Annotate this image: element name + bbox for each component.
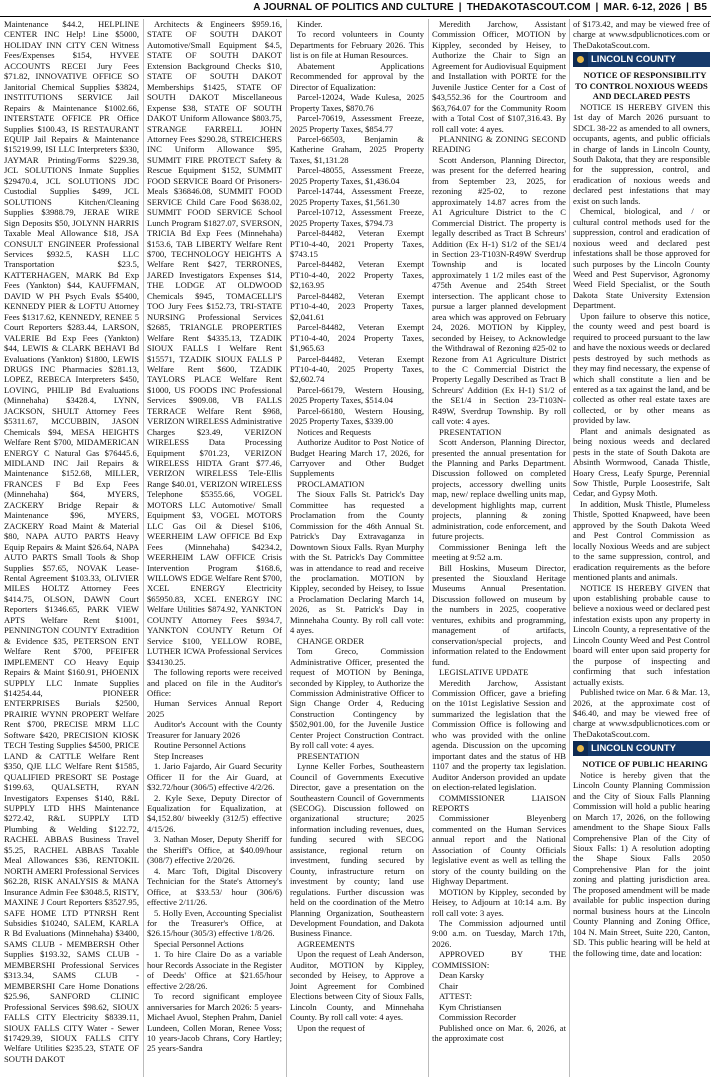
notice-paragraph: Commissioner Bleyenberg commented on the Human Services annual report and the National Association of County Officials legislative event as well as telling the story of the county building on the Highway Department. [432,813,566,887]
notice-paragraph: NOTICE IS HEREBY GIVEN this 1st day of March 2026 pursuant to SDCL 38-22 as amended to all owners, occupants, agents, and public officials in charge of lands in Lincoln County, South Dakota, that they are responsible for the suppression, control, and eradication of noxious weeds and declared pest infestations that may exist on such lands. [573,101,710,206]
notice-paragraph: Human Services Annual Report 2025 [147,698,282,719]
notice-paragraph: 1. To hire Claire Do as a variable hour Records Associate in the Register of Deeds' Office at $21.65/hour effective 2/28/26. [147,949,282,991]
notice-paragraph: Parcel-14744, Assessment Freeze, 2025 Property Taxes, $1,561.30 [290,186,424,207]
notice-paragraph: ATTEST: [439,991,472,1002]
issue-date: MAR. 6-12, 2026 [603,2,682,13]
notice-paragraph: Bill Hoskins, Museum Director, presented the Siouxland Heritage Museums Annual Presentation. Discussion followed on museum by the numbers in 2025, cooperative ventures, exhibits and programming, management of artifacts, conservation/special projects, and information related to the Endowment fund. [432,562,566,667]
column-2 [147,19,282,1077]
notice-paragraph: 5. Holly Even, Accounting Specialist for the Treasurer's Office, at $26.15/hour (305/3) effective 1/8/26. [147,907,282,939]
notice-paragraph: Auditor's Account with the County Treasurer for January 2026 [147,719,282,740]
notice-paragraph: To record volunteers in County Departments for February 2026. This list is on file at Human Resources. [290,29,424,61]
column-divider [143,19,144,1077]
notice-paragraph: Step Increases [154,750,204,761]
notice-paragraph: Special Personnel Actions [154,938,244,949]
notice-paragraph: Parcel-12024, Wade Kulesa, 2025 Property Taxes, $870.76 [290,92,424,113]
notice-paragraph: The following reports were received and placed on file in the Auditor's Office: [147,667,282,698]
notice-paragraph: Authorize Auditor to Post Notice of Budget Hearing March 17, 2026, for Carryover and Other Budget Supplements [290,437,424,479]
notice-paragraph: CHANGE ORDER [297,635,365,646]
notice-paragraph: Parcel-84482, Veteran Exempt PT10-4-40, 2022 Property Taxes, $2,163.95 [290,259,424,291]
notice-paragraph: To record significant employee anniversaries for March 2026: 5 years-Michael Avuol, Stephen Prahm, Daniel Lundeen, Collen Moran, Renee Voss; 10 years-Jacob Chrans, Cory Hartley; 25 years-Sandra [147,991,282,1054]
notice-paragraph: NOTICE IS HEREBY GIVEN that upon establishing probable cause to believe a noxious weed or declared pest infestation exists upon any property in Lincoln County, a representative of the Lincoln County Weed and Pest Control board will enter upon said property for the purpose of inspecting and confirming that such infestation actually exists. [573,582,710,687]
notice-title: NOTICE OF PUBLIC HEARING [582,759,708,770]
county-seal-icon [573,741,588,756]
notice-paragraph: The Sioux Falls St. Patrick's Day Committee has requested a Proclamation from the County Commission for the 46th Annual St. Patrick's Day Extravaganza in Downtown Sioux Falls. Ryan Murphy with the St. Patrick's Day Committee was in attendance to read and receive the proclamation. MOTION by Kippley, seconded by Heisey, to Issue a Proclamation Declaring March 14, 2026, as St. Patrick's Day in Minnehaha County. By roll call vote: 4 ayes. [290,489,424,636]
notice-paragraph: APPROVED BY THE COMMISSION: [432,949,566,970]
notice-paragraph: Notices and Requests [297,426,371,437]
column-1 [4,19,139,1077]
notice-paragraph: Architects & Engineers $959.16, STATE OF SOUTH DAKOT Automotive/Small Equipment $4.5, STATE OF SOUTH DAKOT Extension Background Checks $10, STATE OF SOUTH DAKOT Memberships $1425, STATE OF SOUTH DAKOT Miscellaneous Expense $38, STATE OF SOUTH DAKOT Uniform Allowance $803.75, STRANGE FARRELL JOHN Attorney Fees $290.28, STREICHERS INC Uniform Allowance $95, SUMMIT FIRE PROTECT Safety & Rescue Equipment $152, SUMMIT FOOD SERVICE Board Of Prisoners-Meals $36846.08, SUMMIT FOOD SERVICE Child Care Food $638.02, SUMMIT FOOD SERVICE School Lunch Program $1827.07, SVERSON, TRICIA Bd Exp Fees (Minnehaha) $153.6, TAB LIBERTY Welfare Rent $700, TECHNOLOGY HEIGHTS A Welfare Rent $427, TERRONES, JARED Investigators Expenses $14, THE LODGE AT OLDWOOD Chemicals $945, TOMACELLI'S TOO Jury Fees $152.73, TRI-STATE NURSING Professional Services $2685, TRIANGLE PROPERTIES Welfare Rent $4335.13, TZADIK SIOUX FALLS I Welfare Rent $15571, TZADIK SIOUX FALLS P Welfare Rent $600, TZADIK TAYLORS PLACE Welfare Rent $1000, US FOODS INC Professional Services $909.08, VB FALLS TERRACE Welfare Rent $968, VERIZON WIRELESS Administrative Charges $23.49, VERIZON WIRELESS Data Processing Equipment $701.23, VERIZON WIRELESS HIDTA Grant $77.46, VERIZON WIRELESS Tele-Ellis Range $40.01, VERIZON WIRELESS Telephone $5355.66, VOGEL MOTORS LLC Automotive/ Small Equipment $3, VOGEL MOTORS LLC Gas Oil & Diesel $106, WEERHEIM LAW OFFICE Bd Exp Fees (Minnehaha) $4234.2, WEERHEIM LAW OFFICE Crisis Intervention Program $168.6, WILLOWS EDGE Welfare Rent $700, XCEL ENERGY Electricity $65950.83, XCEL ENERGY INC Welfare Utilities $874.92, YANKTON COUNTY Attorney Fees $934.7, YANKTON COUNTY Return Of Service $100, YELLOW ROBE, LUTHER ICWA Professional Services $34130.25. [147,19,282,667]
site-name: THEDAKOTASCOUT.COM [466,2,591,13]
notice-paragraph: Scott Anderson, Planning Director, presented the annual presentation for the Planning and Parks Department. Discussion followed on completed projects, accessory dwelling units map, new/ replace dwelling units map, development highlights map, current projects, planning & zoning administration, code enforcement, and future projects. [432,437,566,542]
notice-paragraph: 2. Kyle Sexe, Deputy Director of Equalization for Equalization, at $4,152.80/ biweekly (312/5) effective 4/15/26. [147,792,282,834]
notice-paragraph: 4. Marc Toft, Digital Discovery Technician for the State's Attorney's Office, at $33.53/ hour (306/6) effective 2/11/26. [147,865,282,908]
notice-paragraph: Parcel-48055, Assessment Freeze, 2025 Property Taxes, $1,436.04 [290,165,424,186]
county-banner: LINCOLN COUNTY [573,741,710,756]
notice-paragraph: Published twice on Mar. 6 & Mar. 13, 2026, at the approximate cost of $46.40, and may be viewed free of charge at www.sdpublicnotices.com or TheDakotaScout.com. [573,687,710,739]
notice-paragraph: Dean Karsky [439,970,485,981]
notice-paragraph: Parcel-70619, Assessment Freeze, 2025 Property Taxes, $854.77 [290,113,424,134]
notice-paragraph: Meredith Jarchow, Assistant Commission Officer, gave a briefing on the 101st Legislative Session and summarized the legislation that the Commission Office is following and who was provided with the online agenda. Discussion on the upcoming important dates and the status of HB 1107 and the property tax legislation. Auditor Anderson provided an update on election-related legislation. [432,677,566,793]
notice-paragraph: AGREEMENTS [297,938,355,949]
notice-paragraph: Parcel-84482, Veteran Exempt PT10-4-40, 2023 Property Taxes, $2,041.61 [290,290,424,322]
notice-paragraph: Parcel-84482, Veteran Exempt PT10-4-40, 2021 Property Taxes, $743.15 [290,228,424,259]
column-5 [573,19,710,1077]
notice-paragraph: Published once on Mar. 6, 2026, at the approximate cost [432,1022,566,1043]
notice-paragraph: Chair [439,980,459,991]
page-number: B5 [694,2,707,13]
notice-paragraph: Kym Christiansen [439,1001,502,1012]
notice-paragraph: Kinder. [297,19,323,29]
publication-tagline: A JOURNAL OF POLITICS AND CULTURE [253,2,454,13]
notice-paragraph: Plant and animals designated as being noxious weeds and declared pests in the state of South Dakota are Absinth Wormwood, Canada Thistle, Hoary Cress, Leafy Spurge, Perennial Sow Thistle, Purple Loosestrife, Salt Cedar, and Gypsy Moth. [573,425,710,499]
county-banner: LINCOLN COUNTY [573,52,710,67]
page-header: A JOURNAL OF POLITICS AND CULTURE | THEDAKOTASCOUT.COM | MAR. 6-12, 2026 | B5 [253,2,707,13]
notice-paragraph: Scott Anderson, Planning Director, was present for the deferred hearing from September 23, 2025, for rezoning #25-02, to rezone approximately 14.87 acres from the A1 Agriculture District to the C Commercial District. The property is legally described as Tract B Schreurs' Addition (Ex H-1) S1/2 of the SE1/4 in Section 23-T103N-R49W Sverdrup Township and is located approximately 1 1/2 miles east of the 475th Avenue and 254th Street intersection. The applicant chose to pursue a larger planned development area which was approved on February 24, 2026. MOTION by Kippley, seconded by Heisey, to Acknowledge the Withdrawal of Rezoning #25-02 to Rezone from A1 Agriculture District to the C Commercial District the Property Legally Described as Tract B Schreurs' Addition (Ex H-1) S1/2 of the SE1/4 in Section 23-T103N-R49W, Sverdrup Township. By roll call vote: 4 ayes. [432,154,566,427]
column-divider [286,19,287,1077]
header-rule [0,16,711,17]
notice-paragraph: Parcel-84482, Veteran Exempt PT10-4-40, 2025 Property Taxes, $2,602.74 [290,353,424,385]
notice-paragraph: Parcel-10712, Assessment Freeze, 2025 Property Taxes, $794.73 [290,207,424,228]
notice-paragraph: Parcel-66179, Western Housing, 2025 Property Taxes, $514.04 [290,384,424,406]
county-seal-icon [573,52,588,67]
column-3 [290,19,424,1077]
notice-paragraph: The Commission adjourned until 9:00 a.m. on Tuesday, March 17th, 2026. [432,917,566,949]
notice-paragraph: Commission Recorder [439,1012,517,1023]
notice-paragraph: LEGISLATIVE UPDATE [439,667,529,678]
notice-paragraph: MOTION by Kippley, seconded by Heisey, to Adjourn at 10:14 a.m. By roll call vote: 3 ayes. [432,886,566,918]
notice-paragraph: PRESENTATION [439,426,502,437]
notice-paragraph: Routine Personnel Actions [154,740,246,751]
notice-paragraph: Notice is hereby given that the Lincoln County Planning Commission and the City of Sioux Falls Planning Commission will hold a public hearing on March 17, 2026, on the following amendment to the Shape Sioux Falls Comprehensive Plan of the City of Sioux Falls: 1) A resolution adopting the Shape Sioux Falls 2050 Comprehensive Plan for the joint zoning and platting jurisdiction area. The proposed amendment will be made available for public inspection during normal business hours at the Lincoln County Planning and Zoning Office, 104 N. Main Street, Suite 220, Canton, SD. This public hearing will be held at the following time, date and location: [573,769,710,958]
notice-title: NOTICE OF RESPONSIBILITY TO CONTROL NOXIOUS WEEDS AND DECLARED PESTS [575,70,708,102]
column-divider [569,19,570,1077]
notice-paragraph: Chemical, biological, and / or cultural control methods used for the suppression, control and eradication of noxious weed and declared pest infestations shall be those approved for such purposes by the Lincoln County Weed and Pest Supervisor, Agronomy Weed Field Specialist, or the South Dakota State University Extension Department. [573,206,710,311]
notice-paragraph: Upon failure to observe this notice, the county weed and pest board is required to proceed pursuant to the law and have the noxious weeds or declared pests destroyed by such methods as they may find necessary, the expense of which shall constitute a lien and be entered as a tax against the land, and be collected as other real estate taxes are collected, or by other means as provided by law. [573,310,710,426]
notice-paragraph: Parcel-84482, Veteran Exempt PT10-4-40, 2024 Property Taxes, $1,965.63 [290,322,424,354]
notice-paragraph: PROCLAMATION [297,478,365,489]
column-4 [432,19,566,1077]
notice-paragraph: of $173.42, and may be viewed free of charge at www.sdpublicnotices.com or TheDakotaScout.com. [573,19,710,50]
notice-paragraph: Parcel-66180, Western Housing, 2025 Property Taxes, $339.00 [290,405,424,427]
notice-paragraph: Tom Greco, Commission Administrative Officer, presented the request of MOTION by Beninga, seconded by Kippley, to Authorize the Commission Administrative Officer to Sign Change Order 4, Reducing Construction Contingency by $502,901.00, for the Juvenile Justice Center Project Construction Contract. By roll call vote: 4 ayes. [290,646,424,751]
notice-paragraph: Parcel-66503, Benjamin & Katherine Graham, 2025 Property Taxes, $1,131.28 [290,133,424,165]
notice-paragraph: Lynne Keller Forbes, Southeastern Council of Governments Executive Director, gave a presentation on the Southeastern Council of Governments (SECOG). Discussion followed on organizational structure; 2025 information including revenues, dues, funding secured with SECOG assistance, regional return on investment, funding secured by County, infrastructure return on investment by county; land use regulations. Further discussion was held on the coordination of the Metro Planning Organization, Southeastern Development Foundation, and Dakota Business Finance. [290,761,424,939]
notice-paragraph: Upon the request of Leah Anderson, Auditor, MOTION by Kippley, seconded by Heisey, to Approve a Joint Agreement for Combined Elections between City of Sioux Falls, Lincoln County, and Minnehaha County. By roll call vote: 4 ayes. [290,949,424,1023]
notice-paragraph: 1. Jario Fajardo, Air Guard Security Officer II for the Air Guard, at $32.72/hour (306/5) effective 4/2/26. [147,761,282,793]
notice-paragraph: PRESENTATION [297,750,360,761]
notice-paragraph: Maintenance $44.2, HELPLINE CENTER INC Help! Line $5000, HOLIDAY INN CITY CEN Witness Fees/Expenses $154, HYVEE ACCOUNTS RECEI Jury Fees $71.82, INNOVATIVE OFFICE SO Janitorial Chemical Supplies $3824, INSTITUTIONS SERVICE Jail Repairs & Maintenance $1002.66, INTERSTATE OFFICE PR Office Supplies $100.43, IS RESTAURANT EQUIP Jail Repairs & Maintenance $15219.99, ISI LLC Interpreters $330, JAYMAR Printing/Forms $229.38, JCL SOLUTIONS Inmate Supplies $29470.4, JCL SOLUTIONS JDC Custodial Supplies $499, JCL SOLUTIONS Kitchen/Cleaning Supplies $3988.79, JERAE WIRE Sign Deposits $50, JOLYNN HARRIS Taxable Meal Allowance $18, JSA CONSULT ENGINEER Professional Services $932.5, KASH LLC Transportation $23.5, KATTERHAGEN, MARK Bd Exp Fees (Yankton) $44, KAUFFMAN, DAVID W PH Psych Evals $5400, KENNEDY PIER & LOFTU Attorney Fees $1317.62, KENNEDY, RENEE 5 Court Reporters $283.44, LARSON, VALERIE Bd Exp Fees (Yankton) $44, LEWIS & CLARK BEHAVI Bd Evaluations (Yankton) $1800, LEWIS DRUGS INC Pharmacies $281.13, LOPEZ, REBECA Interpreters $450, LOVING, PHILIP Bd Evaluations (Minnehaha) $3428.4, LYNN, JACKSON, SHULT Attorney Fees $5311.67, MCCUBBIN, JASON Chemicals $94, MESA HEIGHTS Welfare Rent $700, MIDAMERICAN ENERGY C Natural Gas $76445.6, MIDLAND INC Jail Repairs & Maintenance $152.68, MILLER, FRANCES F Bd Exp Fees (Minnehaha) $64, MYERS, ZACKERY Bridge Repair & Maintenance $96, MYERS, ZACKERY Road Maint & Material $80, NAPA AUTO PARTS Heavy Equip Repairs & Maint $26.64, NAPA AUTO PARTS Small Tools & Shop Supplies $57.65, NOVAK Lease-Rental Agreement $103.33, OLIVIER MILES HOLTZ Attorney Fees $414.75, OLSON, DAWN Court Reporters $1346.65, PARK VIEW APTS Welfare Rent $1001, PENNINGTON COUNTY Extradition & Evidence $35, PETERSON ENT Welfare Rent $700, PFEIFER IMPLEMENT CO Heavy Equip Repairs & Maint $160.91, PHOENIX SUPPLY LLC Inmate Supplies $14254.44, PIONEER ENTERPRISES Burials $2500, PRAIRIE WYNN PROPERT Welfare Rent $700, PRECISE MRM LLC Software $420, PRECISION KIOSK TECH Testing Supplies $4500, PRICE LAND & CATTLE Welfare Rent $350, QJE LLC Welfare Rent $1585, QUALIFIED PRESORT SE Postage $199.63, QUALSETH, RYAN Investigators Expenses $140, R&L SUPPLY LTD HHS Maintenance $272.42, R&L SUPPLY LTD Plumbing & Welding $122.72, RACHEL ABBAS Business Travel $5.25, RACHEL ABBAS Taxable Meal Allowances $36, RENTOKIL NORTH AMERI Professional Services $62.28, RISK ANALYSIS & MANA Insurance Admin Fee $3048.5, RISTY, MAXINE J Court Reporters $3527.95, SAFE HOME LTD PTNRSH Rent Subsidies $10240, SALEM, KARLA R Bd Evaluations (Minnehaha) $3400, SAMS CLUB - MEMBERSH Other Supplies $193.32, SAMS CLUB - MEMBERSHI Professional Services $313.34, SAMS CLUB - MEMBERSHI Care Home Donations $25.96, SANFORD CLINIC Professional Services $98.62, SIOUX FALLS CITY Electricity $8339.11, SIOUX FALLS CITY Water - Sewer $17429.39, SIOUX FALLS CITY Welfare Utilities $235.23, STATE OF SOUTH DAKOT [4,19,139,1064]
notice-paragraph: 3. Nathan Moser, Deputy Sheriff for the Sheriff's Office, at $40.09/hour (308/7) effective 2/20/26. [147,834,282,866]
notice-paragraph: In addition, Musk Thistle, Plumeless Thistle, Spotted Knapweed, have been approved by the South Dakota Weed and Pest Control Commission as locally Noxious Weeds and are subject to the same suppression, control, and eradication requirements as the before mentioned plants and animals. [573,498,710,583]
legal-notices [4,19,710,1077]
notice-paragraph: Upon the request of [297,1022,366,1033]
notice-paragraph: COMMISSIONER LIAISON REPORTS [432,792,566,813]
notice-paragraph: Commissioner Beninga left the meeting at 9:52 a.m. [432,541,566,563]
notice-paragraph: Abatement Applications Recommended for approval by the Director of Equalization: [290,60,424,92]
column-divider [428,19,429,1077]
notice-paragraph: PLANNING & ZONING SECOND READING [432,133,566,155]
notice-paragraph: Meredith Jarchow, Assistant Commission Officer, MOTION by Kippley, seconded by Heisey, to Authorize the Chair to Sign an Agreement for Audiovisual Equipment and Installation with PORTE for the Juvenile Justice Center for a Cost of $43,552.36 for the Courtroom and $63,764.07 for the Community Room with a Total Cost of $107,316.43. By roll call vote: 4 ayes. [432,19,566,134]
